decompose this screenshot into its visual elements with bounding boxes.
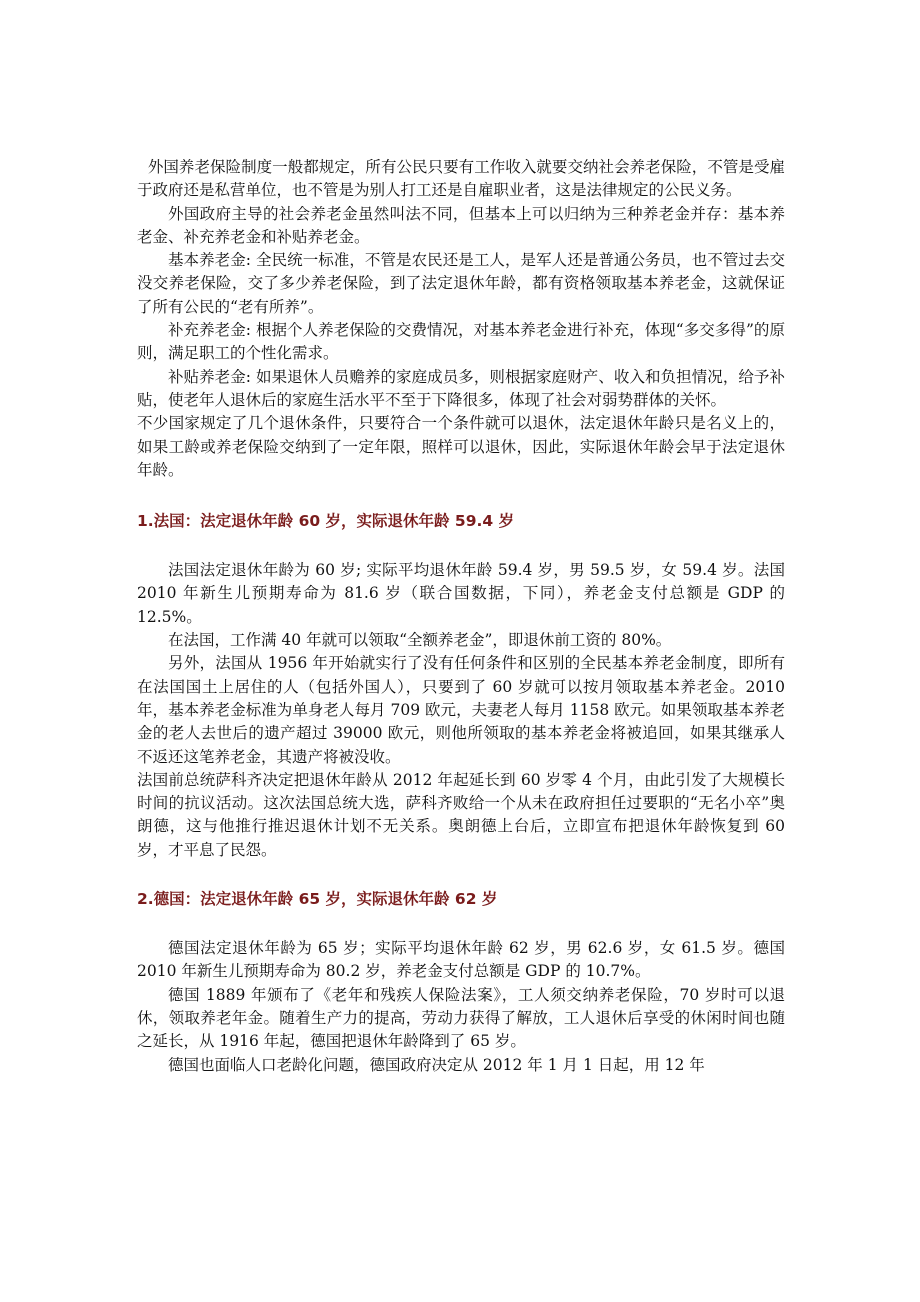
intro-paragraph-1: 外国养老保险制度一般都规定，所有公民只要有工作收入就要交纳社会养老保险，不管是受雇于政府还是私营单位，也不管是为别人打工还是自雇职业者，这是法律规定的公民义务。 bbox=[137, 158, 785, 200]
section-heading-germany: 2.德国：法定退休年龄 65 岁，实际退休年龄 62 岁 bbox=[137, 890, 498, 909]
document-page bbox=[137, 156, 785, 1077]
germany-paragraph-2: 德国 1889 年颁布了《老年和残疾人保险法案》，工人须交纳养老保险，70 岁时可以退休，领取养老年金。随着生产力的提高，劳动力获得了解放，工人退休后享受的休闲时间也随之延长，从 1916 年起，德国把退休年龄降到了 65 岁。 bbox=[137, 985, 785, 1051]
germany-paragraph-1: 德国法定退休年龄为 65 岁；实际平均退休年龄 62 岁，男 62.6 岁，女 61.5 岁。德国 2010 年新生儿预期寿命为 80.2 岁，养老金支付总额是 GDP 的 10.7%。 bbox=[137, 939, 785, 981]
intro-paragraph-3: 基本养老金: 全民统一标准，不管是农民还是工人，是军人还是普通公务员，也不管过去交没交养老保险，交了多少养老保险，到了法定退休年龄，都有资格领取基本养老金，这就保证了所有公民的“老有所养”。 bbox=[137, 251, 785, 316]
france-paragraph-4: 法国前总统萨科齐决定把退休年龄从 2012 年起延长到 60 岁零 4 个月，由此引发了大规模长时间的抗议活动。这次法国总统大选，萨科齐败给一个从未在政府担任过要职的“无名小卒”奥朗德，这与他推行推迟退休计划不无关系。奥朗德上台后，立即宣布把退休年龄恢复到 60 岁，才平息了民怨。 bbox=[137, 770, 785, 859]
germany-paragraph-3: 德国也面临人口老龄化问题，德国政府决定从 2012 年 1 月 1 日起，用 12 年 bbox=[168, 1055, 705, 1074]
section-heading-france: 1.法国：法定退休年龄 60 岁，实际退休年龄 59.4 岁 bbox=[137, 512, 515, 531]
intro-paragraph-2: 外国政府主导的社会养老金虽然叫法不同，但基本上可以归纳为三种养老金并存：基本养老金、补充养老金和补贴养老金。 bbox=[137, 204, 785, 246]
intro-paragraph-4: 补充养老金: 根据个人养老保险的交费情况，对基本养老金进行补充，体现“多交多得”的原则，满足职工的个性化需求。 bbox=[137, 321, 785, 363]
france-paragraph-2: 在法国，工作满 40 年就可以领取“全额养老金”，即退休前工资的 80%。 bbox=[168, 631, 672, 650]
intro-paragraph-6: 不少国家规定了几个退休条件，只要符合一个条件就可以退休，法定退休年龄只是名义上的，如果工龄或养老保险交纳到了一定年限，照样可以退休，因此，实际退休年龄会早于法定退休年龄。 bbox=[137, 414, 785, 479]
france-paragraph-3: 另外，法国从 1956 年开始就实行了没有任何条件和区别的全民基本养老金制度，即所有在法国国土上居住的人（包括外国人），只要到了 60 岁就可以按月领取基本养老金。2010 年，基本养老金标准为单身老人每月 709 欧元，夫妻老人每月 1158 欧元。如果领取基本养老金的老人去世后的遗产超过 39000 欧元，则他所领取的基本养老金将被追回，如果其继承人不返还这笔养老金，其遗产将被没收。 bbox=[137, 654, 785, 766]
intro-paragraph-5: 补贴养老金: 如果退休人员赡养的家庭成员多，则根据家庭财产、收入和负担情况，给予补贴，使老年人退休后的家庭生活水平不至于下降很多，体现了社会对弱势群体的关怀。 bbox=[137, 367, 785, 409]
france-paragraph-1: 法国法定退休年龄为 60 岁; 实际平均退休年龄 59.4 岁，男 59.5 岁，女 59.4 岁。法国 2010 年新生儿预期寿命为 81.6 岁（联合国数据，下同），养老金支付总额是 GDP 的 12.5%。 bbox=[137, 561, 785, 626]
